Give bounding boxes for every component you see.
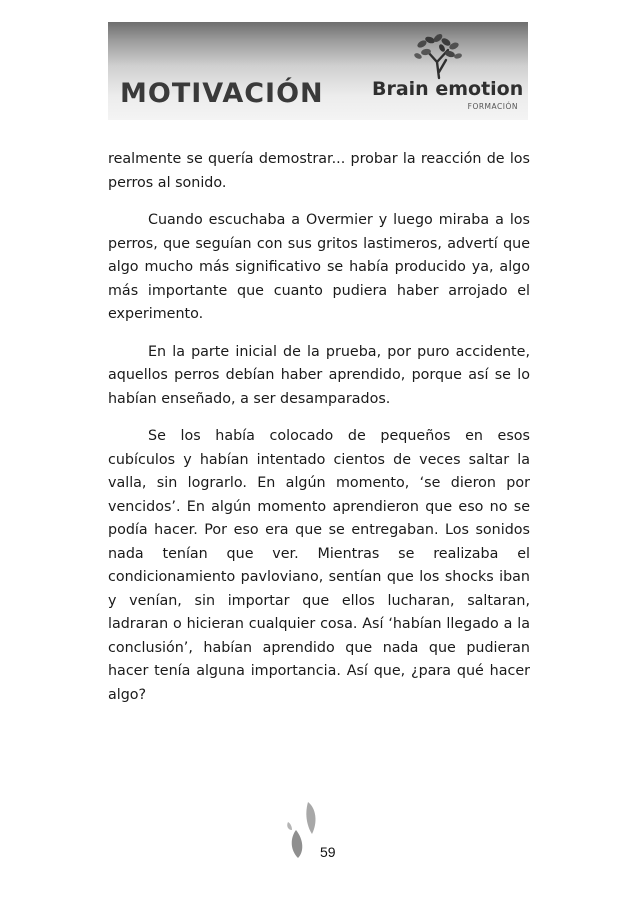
brand-logo <box>370 28 526 120</box>
page-title: MOTIVACIÓN <box>120 78 324 109</box>
paragraph-4: Se los había colocado de pequeños en esos cubículos y habían intentado cientos de veces saltar la valla, sin lograrlo. En algún momento, ‘se dieron por vencidos’. En algún momento aprendieron que eso no se podía hacer. Por eso era que se entregaban. Los sonidos nada tenían que ver. Mientras se realizaba el condicionamiento pavloviano, sentían que los shocks iban y venían, sin importar que ellos lucharan, saltaran, ladraran o hicieran cualquier cosa. Así ‘habían llegado a la conclusión’, habían aprendido que nada que pudieran hacer tenía alguna importancia. Así que, ¿para qué hacer algo? <box>108 428 530 703</box>
logo-name-part2: emotion <box>435 78 524 100</box>
paragraph-1: realmente se quería demostrar... probar la reacción de los perros al sonido. <box>108 151 530 191</box>
logo-name-part1: Brain <box>372 78 429 100</box>
logo-wordmark <box>372 78 523 100</box>
logo-subtitle: FORMACIÓN <box>467 102 518 111</box>
paragraph-2: Cuando escuchaba a Overmier y luego miraba a los perros, que seguían con sus gritos lastimeros, advertí que algo mucho más significativo se había producido ya, algo más importante que cuanto pudiera haber arrojado el experimento. <box>108 212 530 322</box>
paragraph-3: En la parte inicial de la prueba, por puro accidente, aquellos perros debían haber aprendido, porque así se lo habían enseñado, a ser desamparados. <box>108 343 530 407</box>
leaf-icon <box>286 800 322 860</box>
tree-icon <box>406 32 472 80</box>
page-body <box>108 148 530 721</box>
header-banner <box>108 22 528 120</box>
page-number: 59 <box>320 844 336 860</box>
